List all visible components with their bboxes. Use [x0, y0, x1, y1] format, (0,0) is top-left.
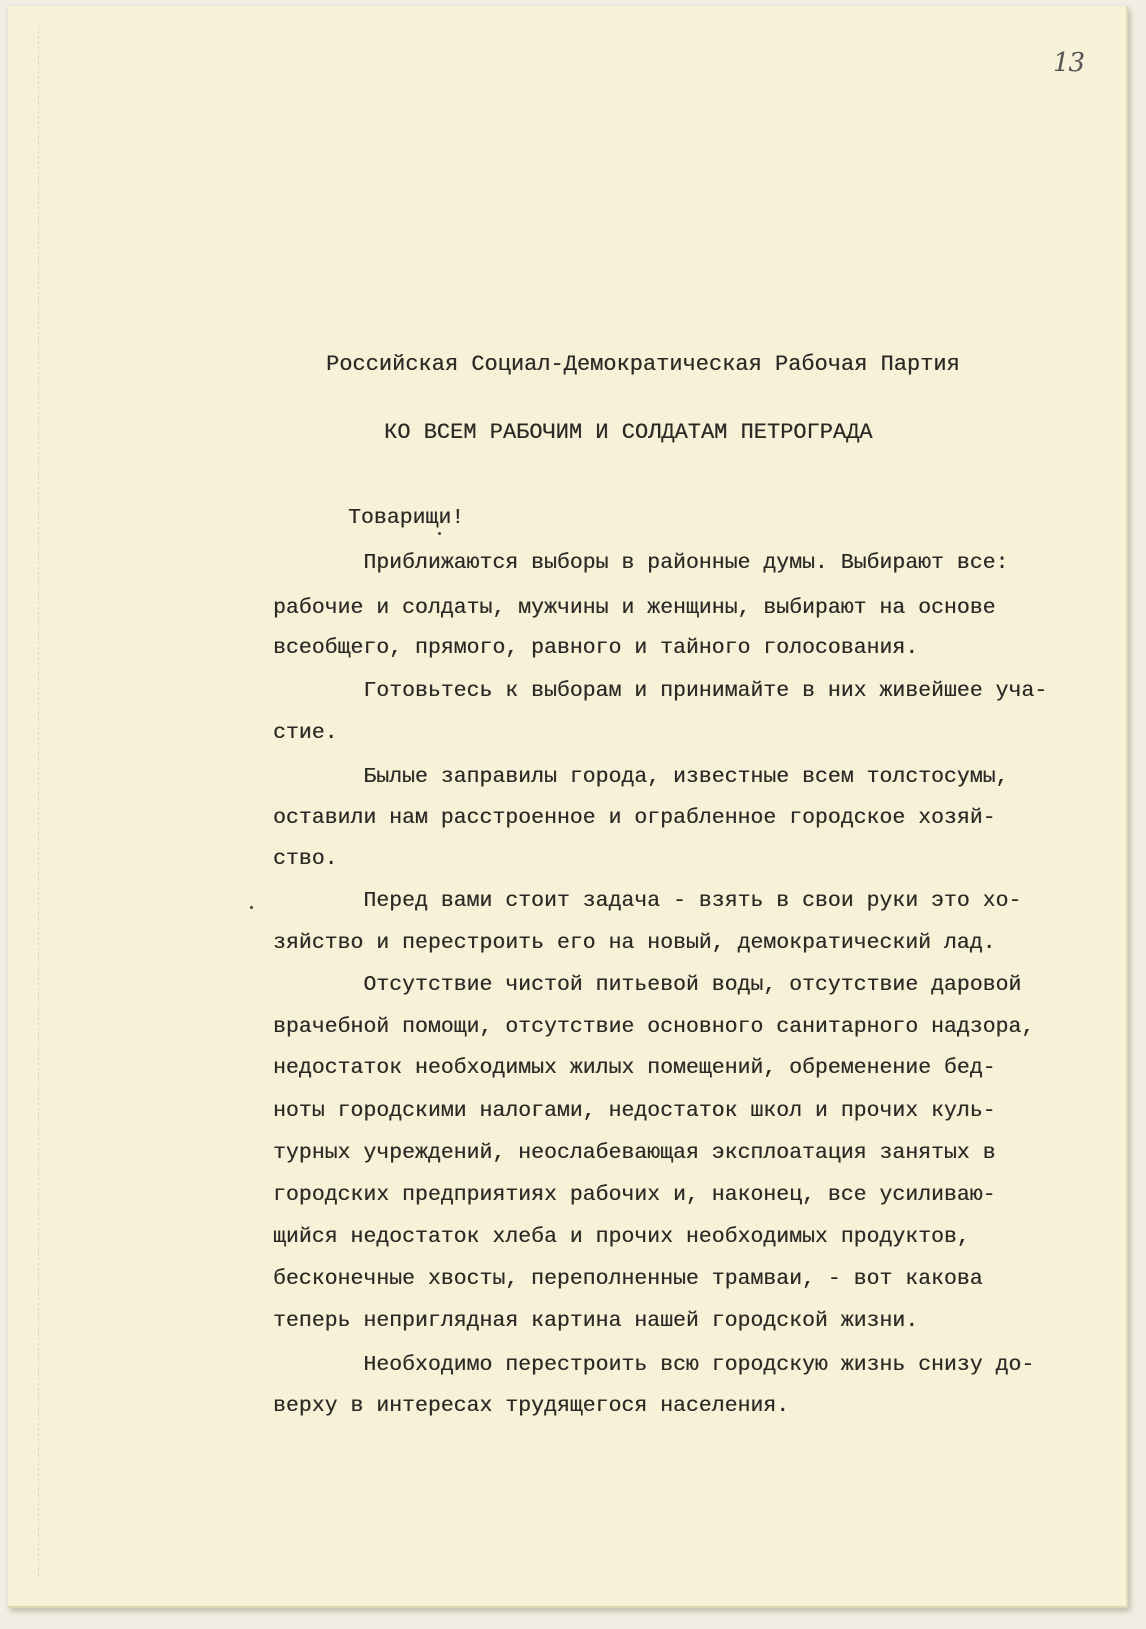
text-line: щийся недостаток хлеба и прочих необходимых продуктов,	[273, 1225, 970, 1249]
text-line: зяйство и перестроить его на новый, демократический лад.	[273, 931, 996, 955]
appeal-heading: КО ВСЕМ РАБОЧИМ И СОЛДАТАМ ПЕТРОГРАДА	[384, 420, 873, 445]
document-page	[8, 6, 1128, 1608]
page-edge-marks	[38, 26, 49, 1576]
salutation: Товарищи!	[348, 506, 465, 530]
text-line: всеобщего, прямого, равного и тайного голосования.	[273, 636, 919, 660]
text-line: Необходимо перестроить всю городскую жизнь снизу до-	[273, 1353, 1035, 1377]
page-number: 13	[1053, 48, 1085, 78]
text-line: ство.	[273, 847, 338, 871]
party-heading: Российская Социал-Демократическая Рабочая Партия	[326, 352, 960, 377]
text-line: рабочие и солдаты, мужчины и женщины, выбирают на основе	[273, 596, 996, 620]
text-line: Приближаются выборы в районные думы. Выбирают все:	[273, 551, 1009, 575]
text-line: недостаток необходимых жилых помещений, обременение бед-	[273, 1056, 996, 1080]
text-line: врачебной помощи, отсутствие основного санитарного надзора,	[273, 1015, 1035, 1039]
text-line: турных учреждений, неослабевающая эксплоатация занятых в	[273, 1141, 996, 1165]
text-line: стие.	[273, 721, 338, 745]
text-line: Отсутствие чистой питьевой воды, отсутствие даровой	[273, 973, 1022, 997]
ink-dot	[438, 532, 441, 535]
ink-dot	[250, 906, 253, 909]
text-line: Перед вами стоит задача - взять в свои руки это хо-	[273, 889, 1022, 913]
text-line: теперь неприглядная картина нашей городской жизни.	[273, 1309, 919, 1333]
text-line: Готовьтесь к выборам и принимайте в них живейшее уча-	[273, 679, 1048, 703]
text-line: верху в интересах трудящегося населения.	[273, 1394, 790, 1418]
text-line: Былые заправилы города, известные всем толстосумы,	[273, 765, 1009, 789]
text-line: бесконечные хвосты, переполненные трамваи, - вот какова	[273, 1267, 983, 1291]
text-line: оставили нам расстроенное и ограбленное городское хозяй-	[273, 806, 996, 830]
text-line: городских предприятиях рабочих и, наконец, все усиливаю-	[273, 1183, 996, 1207]
text-line: ноты городскими налогами, недостаток школ и прочих куль-	[273, 1099, 996, 1123]
